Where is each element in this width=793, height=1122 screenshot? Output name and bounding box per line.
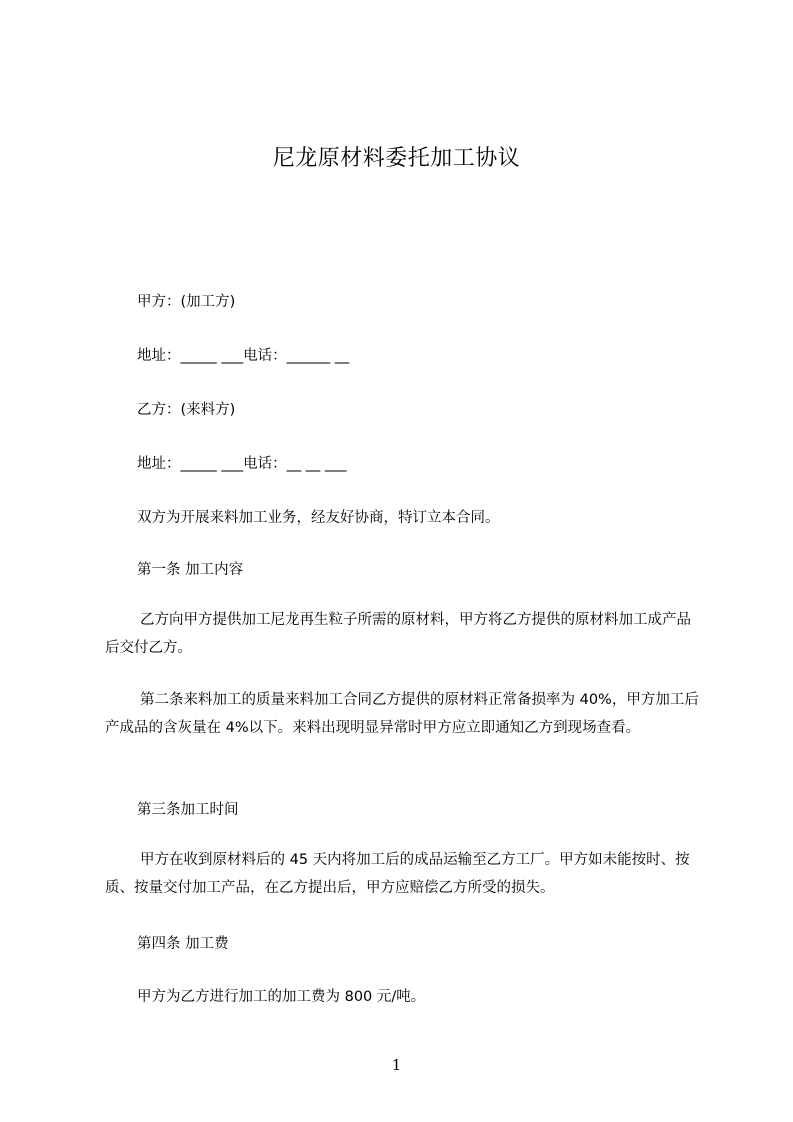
party-b-address-line: 地址：_____ ___电话：__ __ ___: [137, 456, 347, 472]
article2-paragraph: 第二条来料加工的质量来料加工合同乙方提供的原材料正常备损率为 40%，甲方加工后产成品的含灰量在 4%以下。来料出现明显异常时甲方应立即通知乙方到现场查看。: [105, 692, 699, 736]
article4-paragraph: 甲方为乙方进行加工的加工费为 800 元/吨。: [137, 989, 426, 1005]
article4-heading: 第四条 加工费: [137, 936, 229, 952]
document-title: 尼龙原材料委托加工协议: [272, 146, 521, 171]
intro-paragraph: 双方为开展来料加工业务，经友好协商，特订立本合同。: [137, 510, 500, 526]
party-a-address-line: 地址：_____ ___电话：______ __: [137, 348, 350, 364]
article1-paragraph: 乙方向甲方提供加工尼龙再生粒子所需的原材料，甲方将乙方提供的原材料加工成产品后交付乙方。: [105, 612, 691, 656]
article1-heading: 第一条 加工内容: [137, 562, 244, 578]
article3-paragraph: 甲方在收到原材料后的 45 天内将加工后的成品运输至乙方工厂。甲方如未能按时、按质、按量交付加工产品，在乙方提出后，甲方应赔偿乙方所受的损失。: [105, 852, 690, 896]
page-number: 1: [391, 1056, 402, 1074]
party-a-line: 甲方：(加工方): [137, 294, 236, 310]
article3-heading: 第三条加工时间: [137, 802, 239, 818]
party-b-line: 乙方：(来料方): [137, 402, 236, 418]
